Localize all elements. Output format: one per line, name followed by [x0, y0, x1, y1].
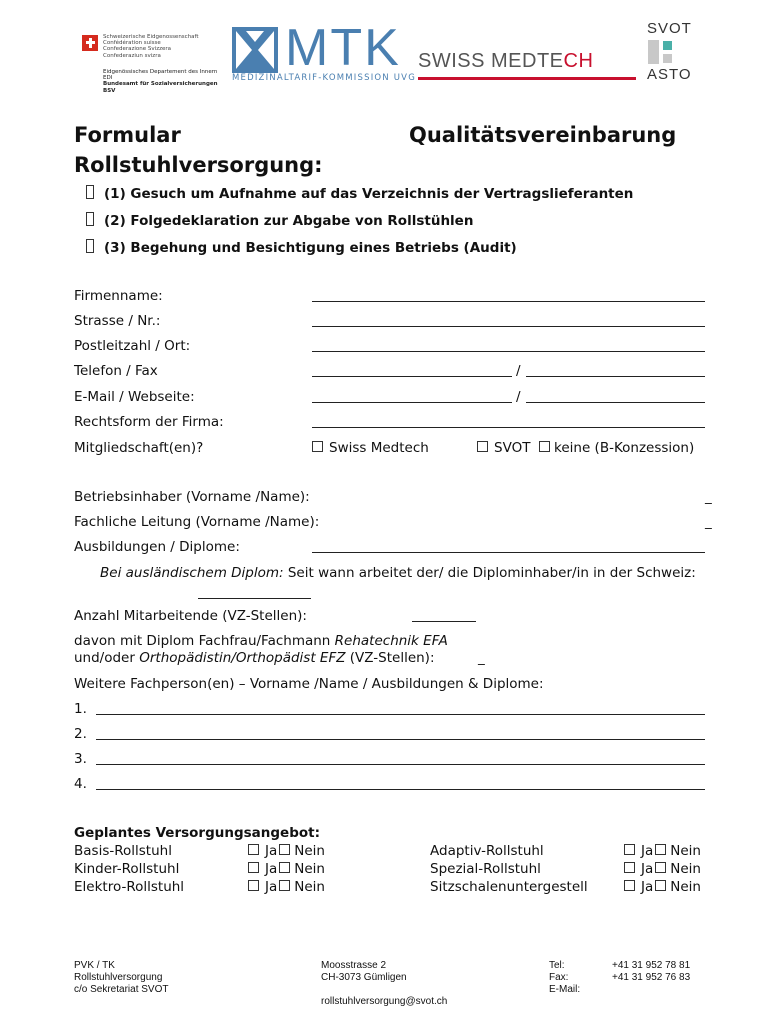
schweiz-since-field[interactable] — [198, 598, 311, 599]
footer-tel-label: Tel: — [549, 960, 565, 971]
swiss-confederation-text — [103, 34, 223, 59]
foreign-diploma-text — [100, 565, 705, 582]
checkbox-nein[interactable] — [655, 862, 666, 873]
form-subtitle: Qualitätsvereinbarung — [409, 123, 677, 147]
inhaber-label: Betriebsinhaber (Vorname /Name): — [74, 489, 310, 505]
plz-field[interactable] — [312, 351, 705, 352]
rechtsform-field[interactable] — [312, 427, 705, 428]
offer-right-2-label: Spezial-Rollstuhl — [430, 861, 541, 877]
footer-address — [321, 960, 447, 1008]
footer-email[interactable]: rollstuhlversorgung@svot.ch — [321, 996, 448, 1007]
email-separator: / — [516, 389, 521, 405]
undoder-suffix: (VZ-Stellen): — [345, 650, 435, 666]
ja-label: Ja — [265, 861, 278, 877]
checkbox-nein[interactable] — [655, 880, 666, 891]
anzahl-label: Anzahl Mitarbeitende (VZ-Stellen): — [74, 608, 307, 624]
nein-label: Nein — [670, 843, 701, 859]
membership-keine[interactable] — [539, 440, 694, 456]
undoder-efz: Orthopädistin/Orthopädist EFZ — [139, 650, 346, 666]
checkbox-svot[interactable] — [477, 441, 488, 452]
offer-left-3-choice[interactable] — [248, 879, 325, 895]
nein-label: Nein — [294, 879, 325, 895]
ja-label: Ja — [641, 861, 654, 877]
undoder-label — [74, 650, 435, 666]
plz-label: Postleitzahl / Ort: — [74, 338, 191, 354]
fax-field[interactable] — [526, 376, 705, 377]
undoder-text: und/oder — [74, 650, 140, 666]
offer-right-2-choice[interactable] — [624, 861, 701, 877]
anzahl-field[interactable] — [412, 621, 476, 622]
offer-left-1-label: Basis-Rollstuhl — [74, 843, 172, 859]
further-label: Weitere Fachperson(en) – Vorname /Name / Ausbildungen & Diplome: — [74, 676, 544, 692]
swiss-cross-logo — [82, 35, 98, 51]
footer-city: CH-3073 Gümligen — [321, 972, 407, 983]
further-item-4-field[interactable] — [96, 789, 705, 790]
rechtsform-label: Rechtsform der Firma: — [74, 414, 224, 430]
foreign-diploma-question: Seit wann arbeitet der/ die Diplominhaber/in in der Schweiz: — [287, 565, 696, 581]
ausbildung-label: Ausbildungen / Diplome: — [74, 539, 240, 555]
ja-label: Ja — [265, 879, 278, 895]
checkbox-nein[interactable] — [279, 880, 290, 891]
option-1-label: (1) Gesuch um Aufnahme auf das Verzeichnis der Vertragslieferanten — [104, 186, 634, 202]
firmenname-label: Firmenname: — [74, 288, 163, 304]
option-1[interactable] — [86, 185, 633, 202]
mtk-logo-mark — [232, 27, 278, 73]
leitung-label: Fachliche Leitung (Vorname /Name): — [74, 514, 320, 530]
checkbox-swiss-medtech[interactable] — [312, 441, 323, 452]
footer-tel-value: +41 31 952 78 81 — [612, 960, 691, 971]
ch-office: Bundesamt für Sozialversicherungen BSV — [103, 81, 218, 94]
strasse-label: Strasse / Nr.: — [74, 313, 161, 329]
footer-org-line-2: Rollstuhlversorgung — [74, 972, 163, 983]
diplom-staff-field[interactable]: _ — [478, 650, 485, 666]
svot-label: SVOT — [494, 440, 531, 456]
checkbox-ja[interactable] — [248, 844, 259, 855]
email-field[interactable] — [312, 402, 512, 403]
offer-right-3-label: Sitzschalenuntergestell — [430, 879, 588, 895]
checkbox-ja[interactable] — [624, 862, 635, 873]
option-3[interactable] — [86, 239, 517, 256]
offer-right-1-choice[interactable] — [624, 843, 701, 859]
checkbox-option-2[interactable] — [86, 212, 94, 226]
further-item-2-num: 2. — [74, 726, 87, 742]
further-item-3-field[interactable] — [96, 764, 705, 765]
checkbox-nein[interactable] — [279, 844, 290, 855]
form-title: Formular Rollstuhlversorgung: — [74, 123, 323, 177]
leitung-field[interactable]: _ — [705, 514, 712, 530]
checkbox-nein[interactable] — [279, 862, 290, 873]
footer-org-line-3: c/o Sekretariat SVOT — [74, 984, 169, 995]
footer-street: Moosstrasse 2 — [321, 960, 387, 971]
checkbox-keine[interactable] — [539, 441, 550, 452]
offer-left-2-choice[interactable] — [248, 861, 325, 877]
swiss-medtech-bar — [418, 77, 636, 80]
davon-label — [74, 633, 448, 649]
membership-svot[interactable] — [477, 440, 530, 456]
svot-logo-text: SVOT — [647, 20, 692, 37]
davon-efa: Rehatechnik EFA — [334, 633, 448, 649]
ch-department-text — [103, 69, 228, 94]
checkbox-ja[interactable] — [624, 880, 635, 891]
footer-email-label: E-Mail: — [549, 984, 581, 995]
telefon-label: Telefon / Fax — [74, 363, 158, 379]
email-label: E-Mail / Webseite: — [74, 389, 195, 405]
footer-fax-value: +41 31 952 76 83 — [612, 972, 691, 983]
telefon-separator: / — [516, 363, 521, 379]
footer-org-line-1: PVK / TK — [74, 960, 115, 971]
offer-left-2-label: Kinder-Rollstuhl — [74, 861, 180, 877]
swiss-medtech-label: Swiss Medtech — [329, 440, 429, 456]
nein-label: Nein — [294, 843, 325, 859]
further-item-1-field[interactable] — [96, 714, 705, 715]
checkbox-ja[interactable] — [624, 844, 635, 855]
swiss-medtech-text: SWISS MEDTE — [418, 50, 564, 72]
swiss-medtech-logo — [418, 50, 593, 73]
offer-right-3-choice[interactable] — [624, 879, 701, 895]
svot-logo-mark — [648, 40, 678, 64]
strasse-field[interactable] — [312, 326, 705, 327]
option-2-label: (2) Folgedeklaration zur Abgabe von Rollstühlen — [104, 213, 474, 229]
nein-label: Nein — [294, 861, 325, 877]
further-item-2-field[interactable] — [96, 739, 705, 740]
asto-logo-text: ASTO — [647, 66, 692, 83]
ausbildung-field[interactable] — [312, 552, 705, 553]
ch-line-4: Confederaziun svizra — [103, 52, 161, 59]
membership-swiss-medtech[interactable] — [312, 440, 429, 456]
offer-left-3-label: Elektro-Rollstuhl — [74, 879, 185, 895]
offer-left-1-choice[interactable] — [248, 843, 325, 859]
footer-contact-labels — [549, 960, 580, 996]
telefon-field[interactable] — [312, 376, 512, 377]
nein-label: Nein — [670, 879, 701, 895]
foreign-diploma-italic: Bei ausländischem Diplom: — [100, 565, 284, 581]
footer-org — [74, 960, 168, 996]
footer-contact-values — [612, 960, 690, 984]
checkbox-option-1[interactable] — [86, 185, 94, 199]
footer-fax-label: Fax: — [549, 972, 569, 983]
option-2[interactable] — [86, 212, 473, 229]
option-3-label: (3) Begehung und Besichtigung eines Betriebs (Audit) — [104, 240, 517, 256]
checkbox-option-3[interactable] — [86, 239, 94, 253]
ja-label: Ja — [641, 843, 654, 859]
offer-right-1-label: Adaptiv-Rollstuhl — [430, 843, 544, 859]
mtk-subtitle: MEDIZINALTARIF-KOMMISSION UVG — [232, 73, 416, 83]
inhaber-field[interactable]: _ — [705, 489, 712, 505]
offer-heading: Geplantes Versorgungsangebot: — [74, 825, 320, 841]
further-item-4-num: 4. — [74, 776, 87, 792]
firmenname-field[interactable] — [312, 301, 705, 302]
checkbox-nein[interactable] — [655, 844, 666, 855]
webseite-field[interactable] — [526, 402, 705, 403]
mitglied-label: Mitgliedschaft(en)? — [74, 440, 204, 456]
nein-label: Nein — [670, 861, 701, 877]
checkbox-ja[interactable] — [248, 880, 259, 891]
keine-label: keine (B-Konzession) — [554, 440, 695, 456]
swiss-medtech-accent: CH — [563, 50, 594, 72]
davon-text: davon mit Diplom Fachfrau/Fachmann — [74, 633, 335, 649]
further-item-3-num: 3. — [74, 751, 87, 767]
ch-line-3: Confederazione Svizzera — [103, 46, 171, 53]
mtk-logo-text: MTK — [285, 19, 401, 77]
checkbox-ja[interactable] — [248, 862, 259, 873]
ch-department: Eidgenössisches Departement des Innern EDI — [103, 69, 218, 82]
ja-label: Ja — [265, 843, 278, 859]
further-item-1-num: 1. — [74, 701, 87, 717]
ch-line-2: Confédération suisse — [103, 40, 161, 47]
ch-line-1: Schweizerische Eidgenossenschaft — [103, 34, 199, 40]
ja-label: Ja — [641, 879, 654, 895]
